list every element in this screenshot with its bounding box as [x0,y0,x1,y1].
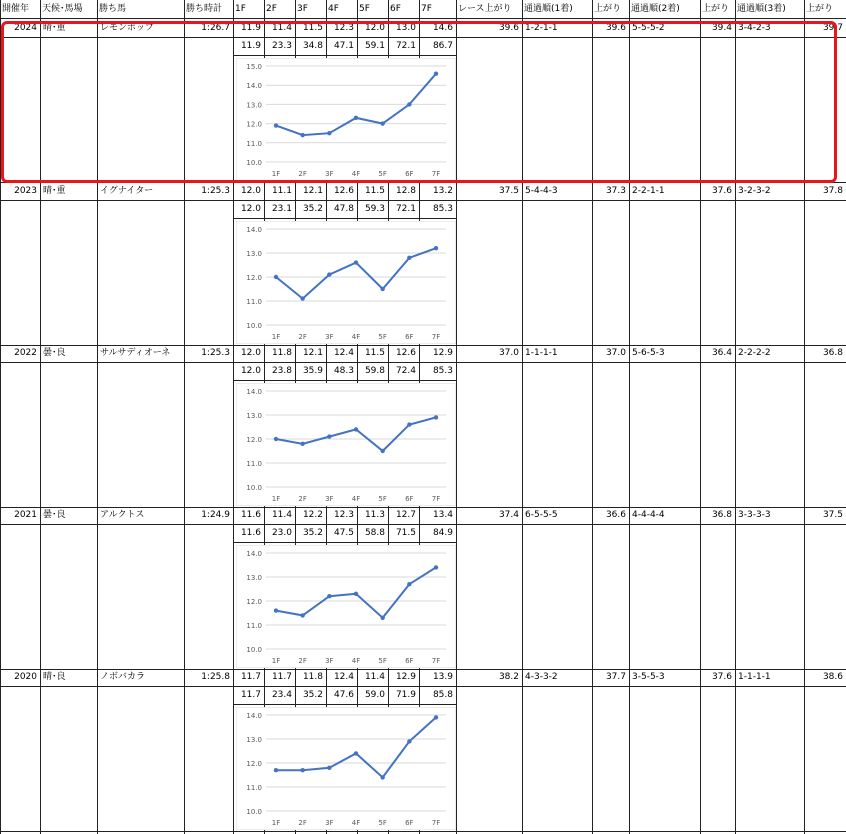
lap-point [327,594,331,598]
cell-lap[interactable]: 12.4 [333,348,354,358]
x-tick-label: 3F [325,333,334,341]
y-tick-label: 14.0 [246,712,262,720]
cell-winner[interactable]: サルサディオーネ [100,348,171,358]
cell-pass-2nd[interactable]: 5-5-5-2 [632,23,665,33]
cell-lap[interactable]: 14.6 [432,23,453,33]
cell-last-2nd[interactable]: 39.4 [711,23,732,33]
y-tick-label: 12.0 [246,760,262,768]
cell-year[interactable]: 2023 [14,186,37,196]
cell-lap[interactable]: 11.4 [271,510,292,520]
cell-pass-1st[interactable]: 1-1-1-1 [525,348,558,358]
lap-chart[interactable] [236,545,456,668]
y-tick-label: 11.0 [246,460,262,468]
cell-cumulative[interactable]: 58.8 [364,528,385,538]
header-cell[interactable]: 5F [359,4,370,14]
cell-winner[interactable]: レモンポップ [100,23,155,33]
lap-point [354,427,358,431]
cell-lap[interactable]: 11.9 [240,23,261,33]
x-tick-label: 3F [325,495,334,503]
cell-lap[interactable]: 12.0 [240,186,261,196]
row-separator [0,362,233,363]
x-tick-label: 3F [325,170,334,178]
lap-point [434,415,438,419]
cell-cumulative[interactable]: 35.9 [302,366,323,376]
x-tick-label: 6F [405,170,414,178]
lap-point [434,565,438,569]
cell-last-1st[interactable]: 37.7 [605,672,626,682]
cell-lap[interactable]: 11.4 [271,23,292,33]
cell-lap[interactable]: 12.0 [240,348,261,358]
lap-point [407,256,411,260]
lap-point [274,437,278,441]
row-separator [0,524,233,525]
x-tick-label: 1F [271,657,281,665]
cell-lap[interactable]: 12.9 [432,348,453,358]
cell-cumulative[interactable]: 47.1 [333,41,354,51]
lap-point [407,422,411,426]
cell-last-2nd[interactable]: 36.4 [711,348,732,358]
cell-last-3rd[interactable]: 37.5 [822,510,843,520]
cell-lap[interactable]: 11.7 [240,672,261,682]
cell-cumulative[interactable]: 34.8 [302,41,323,51]
cell-time[interactable]: 1:24.9 [201,510,230,520]
cell-lap[interactable]: 11.6 [240,510,261,520]
y-tick-label: 10.0 [246,322,262,330]
cell-lap[interactable]: 11.7 [271,672,292,682]
cell-cumulative[interactable]: 71.9 [395,690,416,700]
y-tick-label: 14.0 [246,226,262,234]
cell-cumulative[interactable]: 35.2 [302,528,323,538]
cell-cumulative[interactable]: 59.3 [364,204,385,214]
block-border [0,831,846,832]
x-tick-label: 1F [271,819,281,827]
lap-point [300,296,304,300]
cell-cumulative[interactable]: 47.6 [333,690,354,700]
cell-cumulative[interactable]: 72.1 [395,41,416,51]
cell-lap[interactable]: 12.1 [302,186,323,196]
lap-point [354,592,358,596]
x-tick-label: 1F [271,333,281,341]
cell-lap[interactable]: 11.5 [302,23,323,33]
header-cell[interactable]: 通過順(1着) [524,4,573,14]
chart-area [236,221,456,344]
cell-lap[interactable]: 11.4 [364,672,385,682]
cell-cumulative[interactable]: 71.5 [395,528,416,538]
header-cell[interactable]: 上がり [806,4,834,14]
lap-point [327,434,331,438]
cell-cumulative[interactable]: 12.0 [240,366,261,376]
x-tick-label: 5F [378,657,387,665]
cell-time[interactable]: 1:25.3 [201,348,230,358]
x-tick-label: 5F [378,333,387,341]
cell-pass-3rd[interactable]: 2-2-2-2 [738,348,771,358]
lap-point [407,739,411,743]
lap-point [300,613,304,617]
cell-cumulative[interactable]: 86.7 [432,41,453,51]
cell-cumulative[interactable]: 47.5 [333,528,354,538]
cell-last-3rd[interactable]: 38.6 [822,672,843,682]
cell-lap[interactable]: 11.8 [302,672,323,682]
cell-time[interactable]: 1:25.8 [201,672,230,682]
cell-cumulative[interactable]: 11.7 [240,690,261,700]
x-tick-label: 1F [271,170,281,178]
cell-cumulative[interactable]: 85.3 [432,204,453,214]
cell-pass-1st[interactable]: 4-3-3-2 [525,672,558,682]
x-tick-label: 4F [351,333,361,341]
header-cell[interactable]: 2F [266,4,277,14]
cell-condition[interactable]: 晴･良 [43,672,66,682]
cell-last-2nd[interactable]: 37.6 [711,186,732,196]
header-cell[interactable]: 3F [297,4,308,14]
row-separator [0,200,233,201]
lap-point [380,287,384,291]
lap-point [300,768,304,772]
x-tick-label: 6F [405,657,414,665]
cell-race-last[interactable]: 38.2 [498,672,519,682]
cell-pass-2nd[interactable]: 2-2-1-1 [632,186,665,196]
cell-pass-2nd[interactable]: 3-5-5-3 [632,672,665,682]
y-tick-label: 13.0 [246,101,262,110]
cell-cumulative[interactable]: 72.4 [395,366,416,376]
header-cell[interactable]: 天候･馬場 [42,4,83,14]
cell-cumulative[interactable]: 23.4 [271,690,292,700]
header-cell[interactable]: レース上がり [458,4,512,14]
y-tick-label: 12.0 [246,274,262,282]
y-tick-label: 11.0 [246,298,262,306]
cell-cumulative[interactable]: 35.2 [302,690,323,700]
y-tick-label: 14.0 [246,388,262,396]
lap-point [327,272,331,276]
row-separator [0,686,233,687]
cell-race-last[interactable]: 39.6 [498,23,519,33]
x-tick-label: 7F [431,657,441,665]
x-tick-label: 4F [351,657,361,665]
x-tick-label: 7F [431,819,441,827]
lap-chart[interactable] [236,383,456,506]
cell-lap[interactable]: 11.1 [271,186,292,196]
x-tick-label: 6F [405,333,414,341]
chart-area [236,545,456,668]
cell-last-3rd[interactable]: 37.8 [822,186,843,196]
header-cell[interactable]: 通過順(3着) [737,4,786,14]
row-separator [233,704,456,705]
cell-lap[interactable]: 12.4 [333,672,354,682]
header-cell[interactable]: 4F [328,4,339,14]
x-tick-label: 3F [325,819,334,827]
cell-last-2nd[interactable]: 37.6 [711,672,732,682]
cell-lap[interactable]: 12.8 [395,186,416,196]
x-tick-label: 6F [405,819,414,827]
lap-chart[interactable] [236,707,456,830]
header-cell[interactable]: 勝ち馬 [99,4,127,14]
cell-lap[interactable]: 11.5 [364,186,385,196]
row-separator [233,542,456,543]
x-tick-label: 4F [351,819,361,827]
cell-lap[interactable]: 13.0 [395,23,416,33]
cell-lap[interactable]: 12.2 [302,510,323,520]
cell-cumulative[interactable]: 12.0 [240,204,261,214]
cell-year[interactable]: 2024 [14,23,37,33]
cell-last-2nd[interactable]: 36.8 [711,510,732,520]
y-tick-label: 12.0 [246,436,262,444]
cell-year[interactable]: 2020 [14,672,37,682]
header-cell[interactable]: 開催年 [2,4,30,14]
lap-point [407,582,411,586]
cell-pass-2nd[interactable]: 5-6-5-3 [632,348,665,358]
lap-point [327,766,331,770]
x-tick-label: 5F [378,170,387,178]
cell-last-3rd[interactable]: 39.7 [822,23,843,33]
cell-cumulative[interactable]: 35.2 [302,204,323,214]
y-tick-label: 10.0 [246,159,262,167]
cell-lap[interactable]: 12.1 [302,348,323,358]
row-separator [233,380,456,381]
lap-point [434,715,438,719]
header-cell[interactable]: 勝ち時計 [186,4,223,14]
cell-condition[interactable]: 曇･良 [43,510,66,520]
lap-point [380,775,384,779]
cell-cumulative[interactable]: 72.1 [395,204,416,214]
x-tick-label: 7F [431,333,441,341]
chart-area [236,707,456,830]
cell-last-1st[interactable]: 37.3 [605,186,626,196]
x-tick-label: 7F [431,170,441,178]
lap-point [380,616,384,620]
x-tick-label: 7F [431,495,441,503]
cell-race-last[interactable]: 37.5 [498,186,519,196]
x-tick-label: 1F [271,495,281,503]
row-separator [233,218,456,219]
y-tick-label: 13.0 [246,736,262,744]
cell-cumulative[interactable]: 59.0 [364,690,385,700]
cell-last-1st[interactable]: 37.0 [605,348,626,358]
cell-lap[interactable]: 12.0 [364,23,385,33]
lap-point [434,246,438,250]
x-tick-label: 2F [298,657,307,665]
cell-lap[interactable]: 13.9 [432,672,453,682]
x-tick-label: 2F [298,819,307,827]
header-cell[interactable]: 7F [421,4,432,14]
cell-pass-3rd[interactable]: 3-3-3-3 [738,510,771,520]
lap-point [354,751,358,755]
x-tick-label: 2F [298,333,307,341]
cell-race-last[interactable]: 37.4 [498,510,519,520]
cell-cumulative[interactable]: 85.8 [432,690,453,700]
lap-point [274,608,278,612]
lap-point [380,449,384,453]
chart-area [236,383,456,506]
x-tick-label: 2F [298,170,307,178]
cell-pass-1st[interactable]: 1-2-1-1 [525,23,558,33]
x-tick-label: 5F [378,819,387,827]
y-tick-label: 10.0 [246,808,262,816]
cell-pass-3rd[interactable]: 1-1-1-1 [738,672,771,682]
cell-cumulative[interactable]: 85.3 [432,366,453,376]
cell-lap[interactable]: 11.5 [364,348,385,358]
lap-point [300,442,304,446]
cell-time[interactable]: 1:26.7 [201,23,230,33]
y-tick-label: 11.0 [246,784,262,792]
cell-cumulative[interactable]: 23.8 [271,366,292,376]
grid-hline [0,18,846,19]
cell-cumulative[interactable]: 11.6 [240,528,261,538]
highlight-box-2024 [1,21,837,183]
y-tick-label: 13.0 [246,574,262,582]
cell-winner[interactable]: ノボバカラ [100,672,146,682]
x-tick-label: 4F [351,495,361,503]
x-tick-label: 4F [351,170,361,178]
cell-cumulative[interactable]: 84.9 [432,528,453,538]
cell-lap[interactable]: 12.6 [395,348,416,358]
cell-last-1st[interactable]: 36.6 [605,510,626,520]
x-tick-label: 3F [325,657,334,665]
cell-cumulative[interactable]: 48.3 [333,366,354,376]
x-tick-label: 5F [378,495,387,503]
cell-time[interactable]: 1:25.3 [201,186,230,196]
cell-lap[interactable]: 12.9 [395,672,416,682]
cell-cumulative[interactable]: 23.0 [271,528,292,538]
cell-condition[interactable]: 晴･重 [43,23,66,33]
lap-chart[interactable] [236,221,456,344]
cell-pass-1st[interactable]: 6-5-5-5 [525,510,558,520]
y-tick-label: 13.0 [246,412,262,420]
cell-year[interactable]: 2021 [14,510,37,520]
y-tick-label: 14.0 [246,550,262,558]
lap-point [354,260,358,264]
cell-last-3rd[interactable]: 36.8 [822,348,843,358]
lap-point [274,275,278,279]
cell-lap[interactable]: 11.8 [271,348,292,358]
cell-year[interactable]: 2022 [14,348,37,358]
cell-lap[interactable]: 13.2 [432,186,453,196]
header-cell[interactable]: 1F [235,4,246,14]
cell-winner[interactable]: アルクトス [100,510,145,520]
y-tick-label: 10.0 [246,484,262,492]
x-tick-label: 2F [298,495,307,503]
cell-pass-1st[interactable]: 5-4-4-3 [525,186,558,196]
cell-condition[interactable]: 晴･重 [43,186,66,196]
y-tick-label: 10.0 [246,646,262,654]
y-tick-label: 11.0 [246,139,262,148]
y-tick-label: 11.0 [246,622,262,630]
y-tick-label: 13.0 [246,250,262,258]
cell-lap[interactable]: 13.4 [432,510,453,520]
cell-winner[interactable]: イグナイター [100,186,154,196]
header-cell[interactable]: 上がり [702,4,730,14]
cell-lap[interactable]: 11.3 [364,510,385,520]
cell-pass-2nd[interactable]: 4-4-4-4 [632,510,665,520]
cell-cumulative[interactable]: 23.3 [271,41,292,51]
header-cell[interactable]: 通過順(2着) [631,4,680,14]
cell-cumulative[interactable]: 23.1 [271,204,292,214]
cell-pass-3rd[interactable]: 3-4-2-3 [738,23,771,33]
cell-lap[interactable]: 12.6 [333,186,354,196]
y-tick-label: 14.0 [246,82,262,91]
cell-cumulative[interactable]: 59.1 [364,41,385,51]
cell-lap[interactable]: 12.3 [333,23,354,33]
header-cell[interactable]: 6F [390,4,401,14]
header-cell[interactable]: 上がり [594,4,622,14]
cell-race-last[interactable]: 37.0 [498,348,519,358]
y-tick-label: 12.0 [246,120,262,129]
cell-lap[interactable]: 12.3 [333,510,354,520]
cell-cumulative[interactable]: 59.8 [364,366,385,376]
cell-cumulative[interactable]: 11.9 [240,41,261,51]
cell-lap[interactable]: 12.7 [395,510,416,520]
y-tick-label: 15.0 [246,63,262,71]
lap-point [274,768,278,772]
cell-cumulative[interactable]: 47.8 [333,204,354,214]
cell-pass-3rd[interactable]: 3-2-3-2 [738,186,771,196]
cell-condition[interactable]: 曇･良 [43,348,66,358]
cell-last-1st[interactable]: 39.6 [605,23,626,33]
x-tick-label: 6F [405,495,414,503]
y-tick-label: 12.0 [246,598,262,606]
